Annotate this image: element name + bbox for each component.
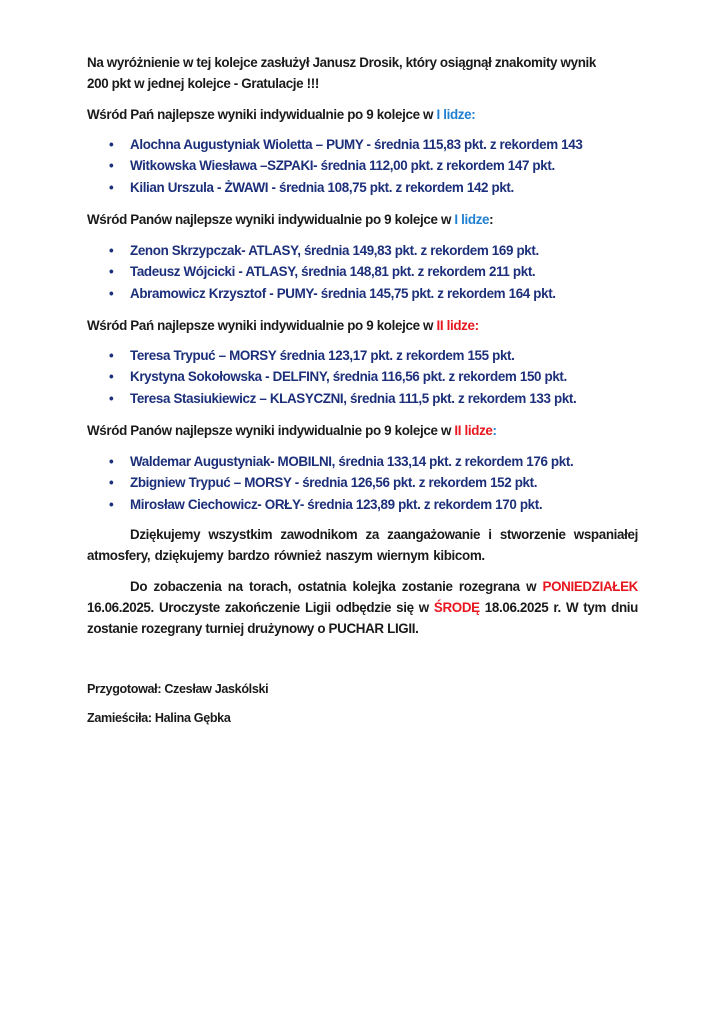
list-item: • Zenon Skrzypczak- ATLASY, średnia 149,83 pkt. z rekordem 169 pkt. (107, 240, 556, 261)
intro-line-1: Na wyróżnienie w tej kolejce zasłużył Janusz Drosik, który osiągnął znakomity wynik (87, 55, 596, 70)
list-item: • Krystyna Sokołowska - DELFINY, średnia 116,56 pkt. z rekordem 150 pkt. (107, 366, 576, 387)
results-list-women-league-2 (107, 345, 576, 409)
list-item: • Alochna Augustyniak Wioletta – PUMY - średnia 115,83 pkt. z rekordem 143 (107, 134, 582, 155)
bullet-icon: • (109, 348, 114, 363)
ceremony-day: ŚRODĘ (433, 600, 480, 615)
bullet-icon: • (109, 243, 114, 258)
thanks-paragraph: Dziękujemy wszystkim zawodnikom za zaangażowanie i stworzenie wspaniałej atmosfery, dziękujemy bardzo również naszym wiernym kibicom. (87, 527, 638, 563)
section-heading-women-league-1: Wśród Pań najlepsze wyniki indywidualnie po 9 kolejce w I lidze: (87, 107, 476, 122)
league-label: I lidze: (436, 107, 476, 122)
section-heading-men-league-2: Wśród Panów najlepsze wyniki indywidualnie po 9 kolejce w II lidze: (87, 423, 497, 438)
bullet-icon: • (109, 179, 114, 195)
list-item: • Kilian Urszula - ŻWAWI - średnia 108,75 pkt. z rekordem 142 pkt. (107, 177, 582, 198)
section-heading-women-league-2: Wśród Pań najlepsze wyniki indywidualnie po 9 kolejce w II lidze: (87, 318, 479, 333)
closing-paragraph: Do zobaczenia na torach, ostatnia kolejka zostanie rozegrana w PONIEDZIAŁEK 16.06.2025. Uroczyste zakończenie Ligii odbędzie się w ŚRODĘ 18.06.2025 r. W tym dniu zostanie rozegrany turniej drużynowy o PUCHAR LIGII. (87, 579, 638, 636)
intro-line-2: 200 pkt w jednej kolejce - Gratulacje !!! (87, 76, 319, 91)
bullet-icon: • (109, 285, 114, 301)
league-label: II lidze (454, 423, 493, 438)
bullet-icon: • (109, 137, 114, 152)
section-heading-men-league-1: Wśród Panów najlepsze wyniki indywidualnie po 9 kolejce w I lidze: (87, 212, 494, 227)
bullet-icon: • (109, 390, 114, 406)
league-label: I lidze (454, 212, 490, 227)
final-round-day: PONIEDZIAŁEK (542, 579, 638, 594)
results-list-men-league-2 (107, 451, 573, 515)
results-list-women-league-1 (107, 134, 582, 198)
list-item: • Mirosław Ciechowicz- ORŁY- średnia 123,89 pkt. z rekordem 170 pkt. (107, 494, 573, 515)
list-item: • Teresa Stasiukiewicz – KLASYCZNI, średnia 111,5 pkt. z rekordem 133 pkt. (107, 388, 576, 409)
posted-by: Zamieściła: Halina Gębka (87, 711, 231, 725)
league-label: II lidze: (436, 318, 479, 333)
list-item: • Waldemar Augustyniak- MOBILNI, średnia 133,14 pkt. z rekordem 176 pkt. (107, 451, 573, 472)
list-item: • Abramowicz Krzysztof - PUMY- średnia 145,75 pkt. z rekordem 164 pkt. (107, 283, 556, 304)
list-item: • Zbigniew Trypuć – MORSY - średnia 126,56 pkt. z rekordem 152 pkt. (107, 472, 573, 493)
list-item: • Tadeusz Wójcicki - ATLASY, średnia 148,81 pkt. z rekordem 211 pkt. (107, 261, 556, 282)
bullet-icon: • (109, 496, 114, 512)
bullet-icon: • (109, 454, 114, 469)
list-item: • Witkowska Wiesława –SZPAKI- średnia 112,00 pkt. z rekordem 147 pkt. (107, 155, 582, 176)
bullet-icon: • (109, 369, 114, 385)
results-list-men-league-1 (107, 240, 556, 304)
bullet-icon: • (109, 158, 114, 174)
prepared-by: Przygotował: Czesław Jaskólski (87, 682, 269, 696)
bullet-icon: • (109, 475, 114, 491)
bullet-icon: • (109, 264, 114, 280)
list-item: • Teresa Trypuć – MORSY średnia 123,17 pkt. z rekordem 155 pkt. (107, 345, 576, 366)
